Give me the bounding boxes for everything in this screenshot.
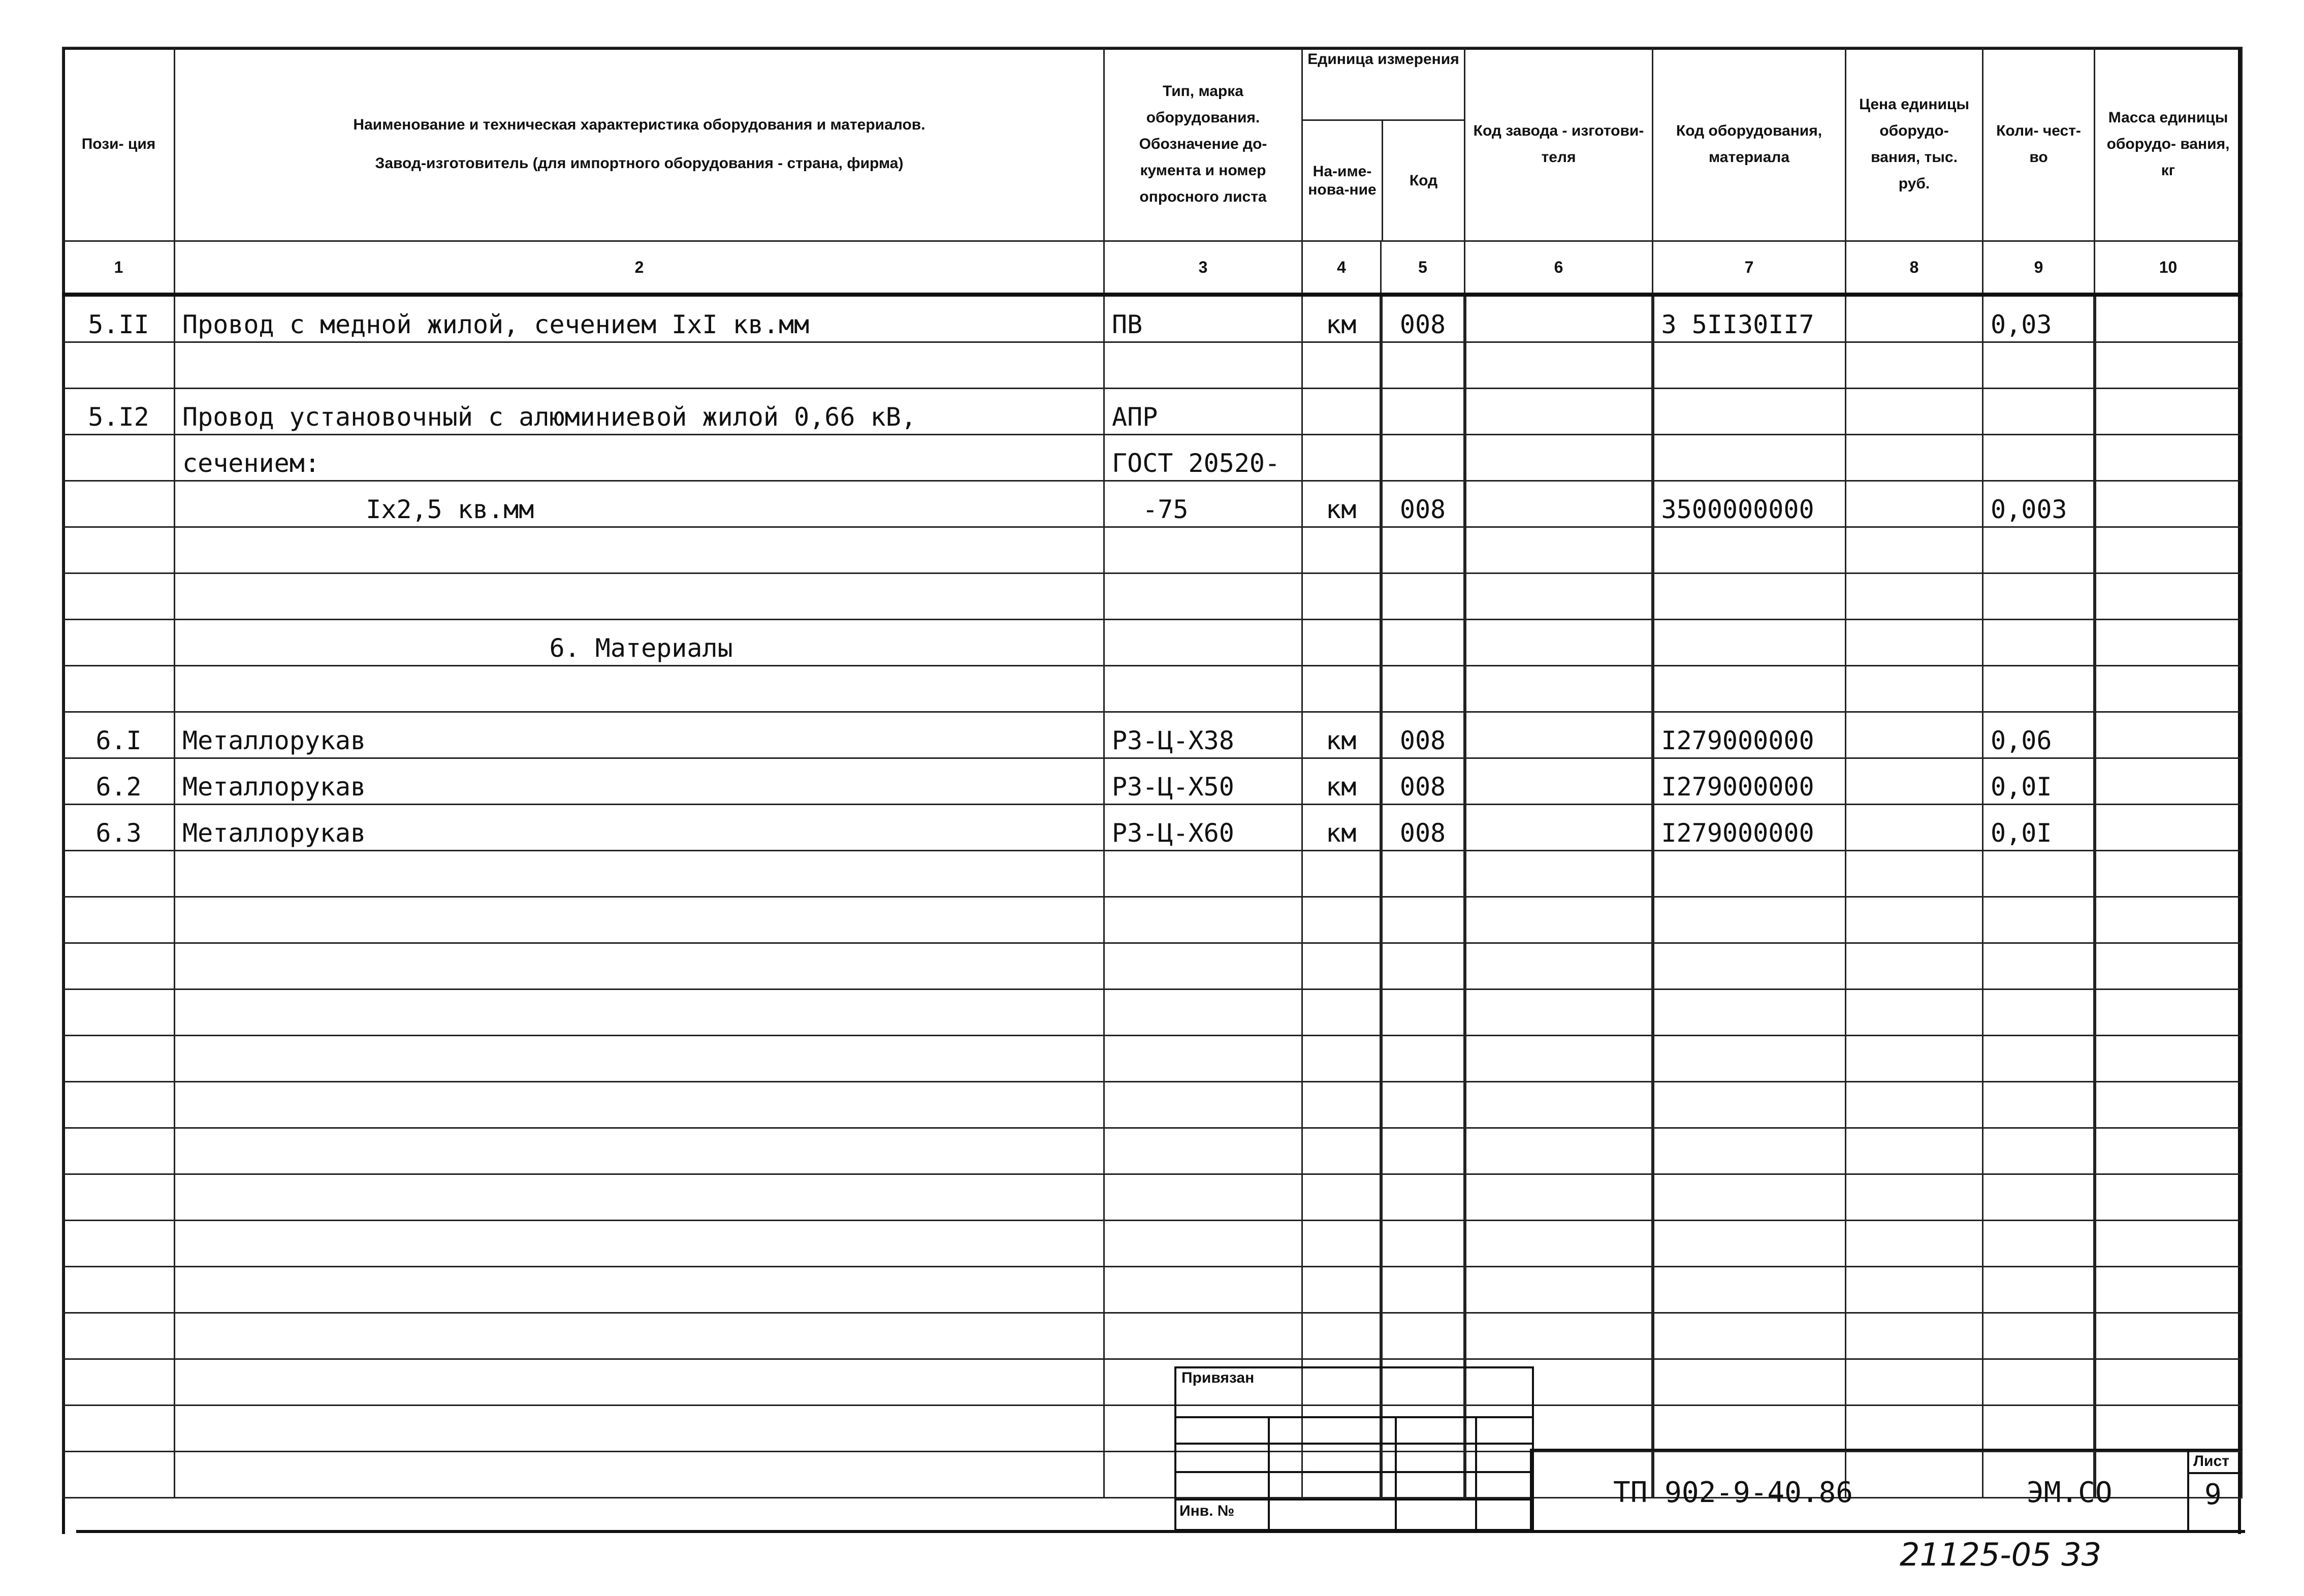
cell-mass [2095,1406,2242,1452]
cell-mat [1653,943,1846,989]
cell-pos [63,1267,175,1313]
cell-maker [1465,295,1653,342]
cell-code [1381,666,1465,712]
cell-price [1846,295,1983,342]
header-row [63,48,2242,241]
cell-maker [1465,1036,1653,1082]
cell-qty [1983,943,2095,989]
cell-mat: I279000000 [1653,805,1846,851]
sheet-bottom-line [76,1530,2245,1533]
table-row [63,897,2242,943]
cell-unit [1302,1174,1381,1221]
table-row [63,1267,2242,1313]
cell-maker [1465,666,1653,712]
cell-price [1846,851,1983,897]
cell-type [1104,1082,1302,1128]
cell-mass [2095,851,2242,897]
cell-pos [63,989,175,1036]
cell-type: АПР [1104,389,1302,435]
cell-code: 008 [1381,805,1465,851]
cell-pos [63,1313,175,1359]
cell-type [1104,851,1302,897]
cell-qty [1983,666,2095,712]
cell-unit: км [1302,481,1381,527]
cell-mass [2095,805,2242,851]
cell-mass [2095,295,2242,342]
cell-qty [1983,1036,2095,1082]
column-number-row: 1 2 3 4 5 6 7 8 9 10 [63,241,2242,295]
cell-mass [2095,435,2242,481]
sheet-number: 9 [2204,1478,2222,1511]
cell-maker [1465,1267,1653,1313]
sheet-label: Лист [2193,1453,2229,1470]
cell-name [175,573,1104,620]
cell-qty: 0,06 [1983,712,2095,758]
cell-qty [1983,989,2095,1036]
cell-name [175,1036,1104,1082]
cell-price [1846,1406,1983,1452]
cell-pos [63,1082,175,1128]
table-row [63,620,2242,666]
cell-qty [1983,1267,2095,1313]
cell-name [175,1221,1104,1267]
table-row [63,342,2242,389]
cell-mat [1653,1406,1846,1452]
table-row [63,1221,2242,1267]
cell-mass [2095,1128,2242,1174]
document-number: ТП 902-9-40.86 [1613,1476,1853,1509]
cell-mass [2095,758,2242,805]
cell-pos [63,943,175,989]
cell-price [1846,943,1983,989]
cell-qty [1983,342,2095,389]
table-row [63,943,2242,989]
table-row [63,1128,2242,1174]
cell-pos [63,342,175,389]
cell-pos [63,897,175,943]
cell-price [1846,712,1983,758]
cell-type: РЗ-Ц-Х50 [1104,758,1302,805]
cell-mat [1653,1128,1846,1174]
cell-mass [2095,1221,2242,1267]
cell-maker [1465,527,1653,573]
cell-qty [1983,620,2095,666]
table-row [63,481,2242,527]
cell-name: 6. Материалы [175,620,1104,666]
cell-name: сечением: [175,435,1104,481]
cell-name [175,527,1104,573]
cell-code [1381,1267,1465,1313]
cell-mass [2095,1267,2242,1313]
cell-type [1104,620,1302,666]
cell-code [1381,897,1465,943]
cell-mass [2095,1313,2242,1359]
cell-unit [1302,573,1381,620]
cell-type: -75 [1104,481,1302,527]
cell-maker [1465,1174,1653,1221]
cell-code [1381,851,1465,897]
cell-qty [1983,1221,2095,1267]
header-type: Тип, марка оборудования. Обозначение до-кумента и номер опросного листа [1104,48,1302,241]
cell-unit [1302,1036,1381,1082]
cell-mass [2095,989,2242,1036]
cell-unit [1302,342,1381,389]
table-row [63,527,2242,573]
cell-mass [2095,342,2242,389]
cell-code [1381,435,1465,481]
cell-pos [63,481,175,527]
cell-maker [1465,805,1653,851]
cell-unit [1302,527,1381,573]
cell-maker [1465,989,1653,1036]
cell-name [175,943,1104,989]
table-row [63,1174,2242,1221]
cell-price [1846,573,1983,620]
cell-mass [2095,1082,2242,1128]
cell-maker [1465,1082,1653,1128]
cell-unit [1302,1267,1381,1313]
cell-price [1846,527,1983,573]
cell-code [1381,573,1465,620]
cell-maker [1465,481,1653,527]
cell-name: Металлорукав [175,805,1104,851]
cell-type [1104,943,1302,989]
cell-type: ГОСТ 20520- [1104,435,1302,481]
cell-mat [1653,989,1846,1036]
cell-unit: км [1302,295,1381,342]
cell-unit [1302,897,1381,943]
cell-qty: 0,03 [1983,295,2095,342]
cell-mat [1653,1359,1846,1406]
cell-code [1381,1036,1465,1082]
cell-price [1846,1174,1983,1221]
cell-mat [1653,342,1846,389]
cell-type [1104,1221,1302,1267]
cell-maker [1465,897,1653,943]
cell-mat [1653,666,1846,712]
cell-price [1846,389,1983,435]
cell-code [1381,527,1465,573]
cell-price [1846,1082,1983,1128]
cell-mat [1653,897,1846,943]
cell-type [1104,1128,1302,1174]
cell-type: РЗ-Ц-Х38 [1104,712,1302,758]
cell-name: Металлорукав [175,758,1104,805]
cell-qty [1983,435,2095,481]
cell-code: 008 [1381,712,1465,758]
cell-price [1846,666,1983,712]
cell-type [1104,989,1302,1036]
cell-maker [1465,1221,1653,1267]
cell-maker [1465,851,1653,897]
cell-mat: I279000000 [1653,758,1846,805]
cell-qty [1983,1174,2095,1221]
cell-qty [1983,897,2095,943]
cell-unit [1302,435,1381,481]
cell-price [1846,758,1983,805]
cell-type [1104,666,1302,712]
cell-mat: 3 5II30II7 [1653,295,1846,342]
cell-code [1381,1082,1465,1128]
cell-pos [63,1452,175,1498]
cell-price [1846,342,1983,389]
cell-type [1104,573,1302,620]
cell-pos [63,573,175,620]
cell-name: Провод установочный с алюминиевой жилой 0,66 кВ, [175,389,1104,435]
cell-code [1381,389,1465,435]
cell-code [1381,620,1465,666]
cell-unit [1302,1221,1381,1267]
cell-pos [63,1406,175,1452]
cell-mat [1653,620,1846,666]
cell-maker [1465,758,1653,805]
table-row [63,666,2242,712]
cell-pos [63,435,175,481]
cell-mat [1653,527,1846,573]
cell-maker [1465,1313,1653,1359]
cell-mass [2095,573,2242,620]
cell-name [175,897,1104,943]
cell-type [1104,527,1302,573]
cell-pos [63,1221,175,1267]
cell-maker [1465,389,1653,435]
cell-mass [2095,943,2242,989]
header-position: Пози- ция [63,48,175,241]
cell-unit [1302,620,1381,666]
cell-mass [2095,1174,2242,1221]
cell-price [1846,1313,1983,1359]
cell-pos: 6.3 [63,805,175,851]
cell-name: Ix2,5 кв.мм [175,481,1104,527]
cell-price [1846,620,1983,666]
cell-price [1846,435,1983,481]
cell-price [1846,989,1983,1036]
table-row [63,1036,2242,1082]
cell-unit [1302,389,1381,435]
cell-pos: 5.I2 [63,389,175,435]
cell-name: Металлорукав [175,712,1104,758]
cell-name [175,1174,1104,1221]
cell-qty: 0,0I [1983,758,2095,805]
cell-mass [2095,481,2242,527]
cell-maker [1465,435,1653,481]
cell-code [1381,1313,1465,1359]
cell-pos: 6.2 [63,758,175,805]
cell-price [1846,1452,1983,1498]
cell-mass [2095,897,2242,943]
cell-pos [63,666,175,712]
cell-name [175,666,1104,712]
cell-qty: 0,003 [1983,481,2095,527]
cell-pos [63,1359,175,1406]
cell-mat: 3500000000 [1653,481,1846,527]
table-row [63,1359,2242,1406]
cell-price [1846,1128,1983,1174]
cell-price [1846,1036,1983,1082]
cell-name [175,1267,1104,1313]
cell-name: Провод с медной жилой, сечением IxI кв.мм [175,295,1104,342]
cell-code [1381,1174,1465,1221]
cell-qty [1983,527,2095,573]
cell-maker [1465,573,1653,620]
document-code: ЭМ.СО [2027,1476,2113,1509]
cell-mat [1653,1082,1846,1128]
cell-qty: 0,0I [1983,805,2095,851]
handwritten-archive-number: 21125-05 33 [1900,1536,2102,1573]
header-name: Наименование и техническая характеристика оборудования и материалов. Завод-изготовитель (для импортного оборудования - страна, фирма) [175,48,1104,241]
cell-price [1846,1267,1983,1313]
cell-unit [1302,1128,1381,1174]
cell-pos [63,1128,175,1174]
cell-unit [1302,989,1381,1036]
cell-mat [1653,389,1846,435]
table-row [63,851,2242,897]
table-row [63,1082,2242,1128]
cell-unit [1302,943,1381,989]
cell-type [1104,342,1302,389]
cell-code: 008 [1381,758,1465,805]
cell-qty [1983,573,2095,620]
cell-pos [63,620,175,666]
cell-type [1104,1174,1302,1221]
cell-pos: 6.I [63,712,175,758]
cell-mat: I279000000 [1653,712,1846,758]
cell-type: ПВ [1104,295,1302,342]
header-material-code: Код оборудования, материала [1653,48,1846,241]
cell-pos: 5.II [63,295,175,342]
cell-code: 008 [1381,295,1465,342]
cell-code [1381,943,1465,989]
cell-name [175,1082,1104,1128]
cell-mass [2095,527,2242,573]
table-row [63,295,2242,342]
cell-name [175,1406,1104,1452]
cell-price [1846,897,1983,943]
cell-code [1381,1128,1465,1174]
table-row [63,758,2242,805]
cell-unit [1302,666,1381,712]
table-row [63,712,2242,758]
cell-mat [1653,851,1846,897]
cell-qty [1983,389,2095,435]
table-row [63,805,2242,851]
header-price: Цена единицы оборудо- вания, тыс. руб. [1846,48,1983,241]
cell-unit: км [1302,805,1381,851]
inventory-label: Инв. № [1179,1503,1235,1519]
cell-pos [63,851,175,897]
header-maker-code: Код завода - изготови- теля [1465,48,1653,241]
table-row [63,989,2242,1036]
table-row [63,1406,2242,1452]
cell-mat [1653,1267,1846,1313]
cell-pos [63,527,175,573]
table-row [63,1313,2242,1359]
cell-maker [1465,1128,1653,1174]
cell-type [1104,1267,1302,1313]
cell-pos [63,1036,175,1082]
cell-price [1846,481,1983,527]
cell-name [175,1359,1104,1406]
cell-name [175,1128,1104,1174]
cell-mat [1653,1313,1846,1359]
cell-unit: км [1302,712,1381,758]
cell-name [175,851,1104,897]
cell-name [175,1452,1104,1498]
cell-mass [2095,666,2242,712]
cell-mat [1653,1174,1846,1221]
cell-mass [2095,620,2242,666]
cell-type [1104,1036,1302,1082]
cell-unit [1302,1082,1381,1128]
cell-price [1846,805,1983,851]
table-row [63,435,2242,481]
cell-unit [1302,1313,1381,1359]
cell-pos [63,1174,175,1221]
cell-type: РЗ-Ц-Х60 [1104,805,1302,851]
cell-name [175,342,1104,389]
cell-qty [1983,1313,2095,1359]
cell-mass [2095,712,2242,758]
cell-maker [1465,712,1653,758]
cell-qty [1983,851,2095,897]
cell-qty [1983,1406,2095,1452]
header-quantity: Коли- чест- во [1983,48,2095,241]
cell-qty [1983,1359,2095,1406]
cell-mat [1653,1221,1846,1267]
cell-mass [2095,1359,2242,1406]
cell-maker [1465,943,1653,989]
cell-maker [1465,620,1653,666]
cell-type [1104,897,1302,943]
cell-code [1381,1221,1465,1267]
cell-unit [1302,851,1381,897]
cell-qty [1983,1128,2095,1174]
cell-mass [2095,389,2242,435]
table-row [63,573,2242,620]
cell-mat [1653,573,1846,620]
cell-name [175,1313,1104,1359]
cell-unit: км [1302,758,1381,805]
cell-code [1381,989,1465,1036]
cell-type [1104,1313,1302,1359]
cell-maker [1465,342,1653,389]
specification-table [62,47,2243,1498]
header-mass: Масса единицы оборудо- вания, кг [2095,48,2242,241]
cell-mass [2095,1036,2242,1082]
cell-name [175,989,1104,1036]
header-unit-group: Единица измерения На-име-нова-ние Код [1302,48,1465,241]
cell-price [1846,1221,1983,1267]
cell-qty [1983,1082,2095,1128]
cell-mat [1653,1036,1846,1082]
attached-label: Привязан [1181,1369,1255,1386]
table-row [63,389,2242,435]
cell-code: 008 [1381,481,1465,527]
cell-code [1381,342,1465,389]
cell-mat [1653,435,1846,481]
cell-price [1846,1359,1983,1406]
table-row [63,1452,2242,1498]
